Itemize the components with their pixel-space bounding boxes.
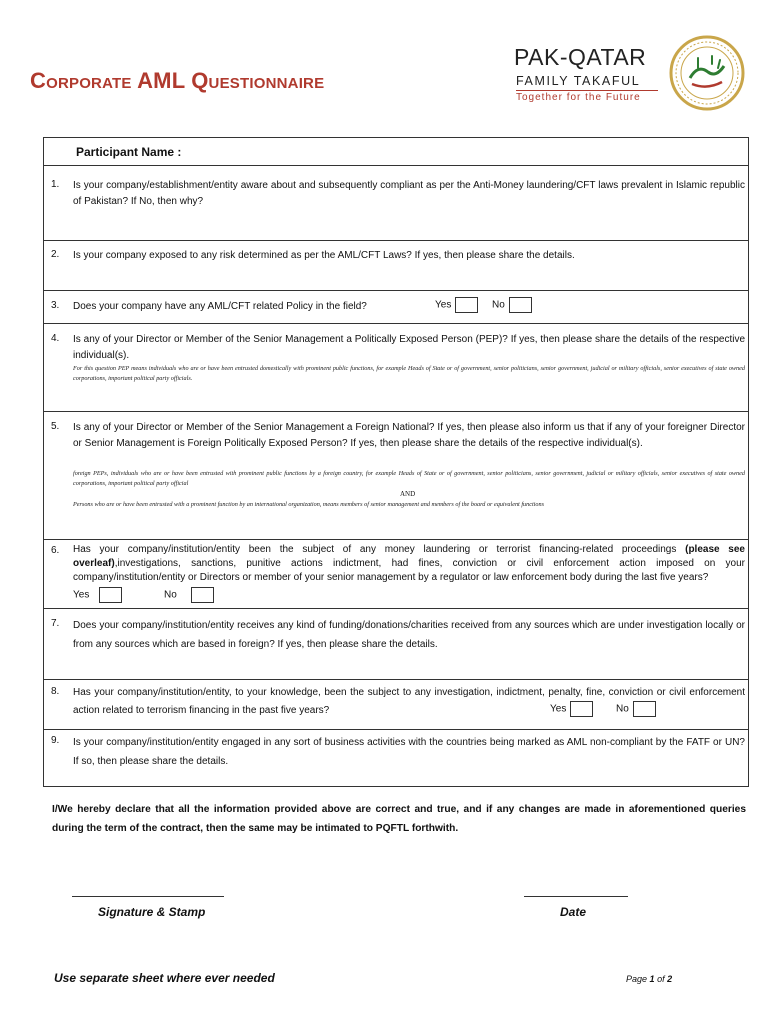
- no-label: No: [164, 589, 177, 601]
- declaration-text: I/We hereby declare that all the information provided above are correct and true, and if any changes are made in aforementioned queries during the term of the contract, then the same may be intimated to PQFTL forthwith.: [52, 804, 746, 834]
- yes-checkbox[interactable]: [570, 701, 593, 717]
- question-number: 4.: [51, 333, 60, 344]
- no-checkbox[interactable]: [633, 701, 656, 717]
- no-option: [616, 701, 656, 717]
- no-label: No: [616, 703, 629, 715]
- yes-checkbox[interactable]: [99, 587, 122, 603]
- participant-name-label: Participant Name :: [76, 145, 182, 159]
- foreign-pep-note: foreign PEPs, individuals who are or have been entrusted with prominent public functions by a foreign country, for example Heads of State or of government, senior politicians, senior government, judicial or military officials, senior executives of state owned corporations, important political party official: [73, 470, 745, 487]
- logo-name: PAK-QATAR: [514, 44, 647, 70]
- company-logo: [512, 34, 748, 114]
- yes-label: Yes: [435, 299, 452, 311]
- question-row-7: [44, 609, 748, 680]
- question-row-8: [44, 680, 748, 730]
- question-text-rest: ,investigations, sanctions, punitive actions indictment, had fines, conviction or civil enforcement action imposed on your company/institution/entity or Directors or member of your senior management by a regulator or law enforcement body during the last five years?: [73, 558, 745, 583]
- yes-label: Yes: [73, 589, 90, 601]
- question-number: 5.: [51, 421, 60, 432]
- question-row-3: [44, 291, 748, 324]
- signature-label: Signature & Stamp: [98, 905, 206, 919]
- question-number: 1.: [51, 179, 60, 190]
- logo-tagline: Together for the Future: [516, 92, 641, 103]
- no-checkbox[interactable]: [191, 587, 214, 603]
- question-text: Does your company have any AML/CFT related Policy in the field?: [73, 301, 367, 312]
- question-number: 8.: [51, 686, 60, 697]
- question-number: 2.: [51, 249, 60, 260]
- question-text: Is your company/institution/entity engaged in any sort of business activities with the countries being marked as AML non-compliant by the FATF or UN? If so, then please share the details.: [73, 737, 745, 767]
- page-total: 2: [667, 974, 673, 984]
- no-label: No: [492, 299, 505, 311]
- page-number: [626, 974, 672, 984]
- yes-option: [73, 587, 122, 603]
- question-row-9: [44, 730, 748, 788]
- signature-line[interactable]: [72, 896, 224, 897]
- questionnaire-table: [43, 137, 749, 787]
- question-text: Has your company/institution/entity, to your knowledge, been the subject to any investigation, indictment, penalty, fine, conviction or civil enforcement action related to terrorism financing in the past five years?: [73, 687, 745, 716]
- question-text-bold: (please see overleaf): [73, 544, 745, 569]
- document-title: Corporate AML Questionnaire: [30, 68, 325, 93]
- question-row-4: [44, 324, 748, 412]
- question-text: [73, 543, 745, 585]
- question-text: Is your company/establishment/entity aware about and subsequently compliant as per the Anti-Money laundering/CFT laws prevalent in Islamic republic of Pakistan? If No, then why?: [73, 180, 745, 207]
- yes-option: [435, 297, 478, 313]
- logo-rule: [516, 90, 658, 91]
- international-org-note: Persons who are or have been entrusted with a prominent function by an international organization, means members of senior management and members of the board or equivalent functions: [73, 501, 545, 508]
- question-text: Does your company/institution/entity receives any kind of funding/donations/charities received from any sources which are under investigation locally or from any sources which are based in foreign? If yes, then please share the details.: [73, 620, 745, 650]
- question-number: 9.: [51, 735, 60, 746]
- question-row-2: [44, 241, 748, 291]
- question-text-main: Has your company/institution/entity been the subject of any money laundering or terrorist financing-related proceedings: [73, 544, 677, 555]
- no-option: [164, 587, 214, 603]
- question-text: Is your company exposed to any risk determined as per the AML/CFT Laws? If yes, then please share the details.: [73, 250, 575, 261]
- question-number: 3.: [51, 300, 60, 311]
- question-text: Is any of your Director or Member of the Senior Management a Foreign National? If yes, then please also inform us that if any of your foreigner Director or Senior Management is Foreign Politically Exposed Person? If yes, then please share the details of the respective individual(s).: [73, 422, 745, 449]
- question-text: Is any of your Director or Member of the Senior Management a Politically Exposed Person (PEP)? If yes, then please share the details of the respective individual(s).: [73, 334, 745, 361]
- question-row-1: [44, 166, 748, 241]
- page-of: of: [657, 974, 665, 984]
- question-number: 7.: [51, 618, 60, 629]
- question-number: 6.: [51, 545, 60, 556]
- emblem-icon: [668, 34, 746, 112]
- and-label: AND: [400, 490, 416, 498]
- no-checkbox[interactable]: [509, 297, 532, 313]
- logo-subname: FAMILY TAKAFUL: [516, 74, 641, 88]
- date-label: Date: [560, 905, 587, 919]
- footer-note: Use separate sheet where ever needed: [54, 971, 275, 985]
- page-prefix: Page: [626, 974, 648, 984]
- no-option: [492, 297, 532, 313]
- question-row-6: [44, 540, 748, 609]
- yes-checkbox[interactable]: [455, 297, 478, 313]
- yes-option: [550, 701, 593, 717]
- yes-label: Yes: [550, 703, 567, 715]
- question-row-5: [44, 412, 748, 540]
- participant-row: [44, 138, 748, 166]
- date-line[interactable]: [524, 896, 628, 897]
- page-current: 1: [649, 974, 655, 984]
- pep-definition-note: For this question PEP means individuals who are or have been entrusted domestically with prominent public functions, for example Heads of State or of government, senior politicians, senior government, judicial or military officials, senior executives of state owned corporations, important political party officials.: [73, 365, 745, 382]
